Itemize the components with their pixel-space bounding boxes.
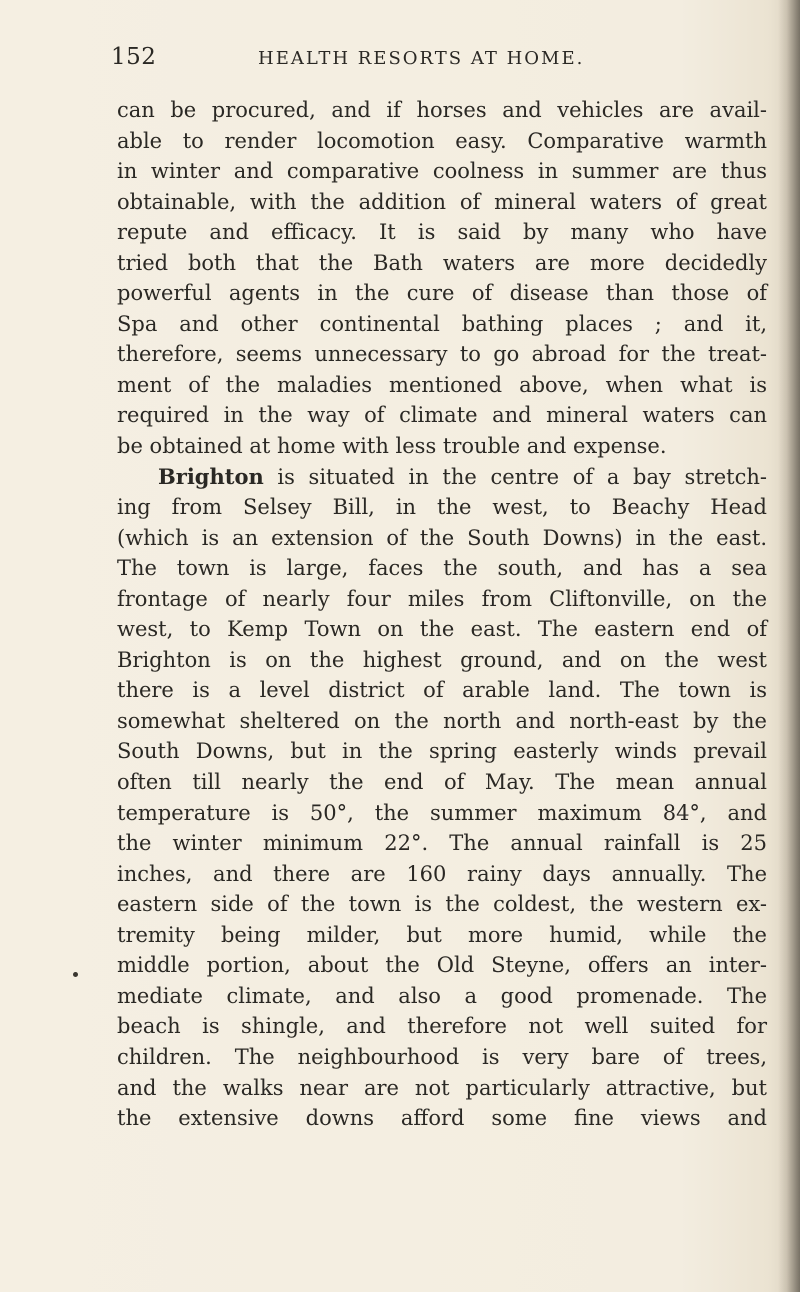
- text-line: be obtained at home with less trouble and expense.: [117, 434, 667, 459]
- page-edge-shadow: [778, 0, 800, 1292]
- text-line: able to render locomotion easy. Comparative warmth: [117, 128, 767, 153]
- text-line: in winter and comparative coolness in summer are thus: [117, 159, 767, 184]
- running-title: HEALTH RESORTS AT HOME.: [258, 48, 585, 69]
- body-text: [117, 95, 767, 1134]
- text-line: The town is large, faces the south, and has a sea: [117, 556, 767, 581]
- text-line: the winter minimum 22°. The annual rainfall is 25: [117, 831, 767, 856]
- text-line: powerful agents in the cure of disease than those of: [117, 281, 767, 306]
- text-line: beach is shingle, and therefore not well suited for: [117, 1014, 767, 1039]
- text-line: ing from Selsey Bill, in the west, to Beachy Head: [117, 495, 767, 520]
- text-line: Brighton is on the highest ground, and on the west: [117, 647, 767, 672]
- text-line: children. The neighbourhood is very bare of trees,: [117, 1044, 767, 1069]
- text-line: west, to Kemp Town on the east. The eastern end of: [117, 617, 767, 642]
- text-line: can be procured, and if horses and vehicles are avail-: [117, 98, 767, 122]
- text-line: eastern side of the town is the coldest, the western ex-: [117, 892, 767, 917]
- text-line: therefore, seems unnecessary to go abroad for the treat-: [117, 342, 767, 367]
- print-speck: [73, 972, 78, 977]
- text-line: tried both that the Bath waters are more decidedly: [117, 250, 767, 275]
- text-line: required in the way of climate and mineral waters can: [117, 403, 767, 428]
- page-number: 152: [111, 44, 157, 70]
- text-line: obtainable, with the addition of mineral waters of great: [117, 189, 767, 214]
- text-line: there is a level district of arable land. The town is: [117, 678, 767, 703]
- page-header: [103, 44, 763, 80]
- text-line: temperature is 50°, the summer maximum 84°, and: [117, 800, 767, 825]
- text-line: and the walks near are not particularly attractive, but: [117, 1075, 767, 1100]
- text-line: the extensive downs afford some fine views and: [117, 1106, 767, 1131]
- text-line: ment of the maladies mentioned above, when what is: [117, 372, 767, 397]
- text-line: somewhat sheltered on the north and north-east by the: [117, 708, 767, 733]
- text-line: South Downs, but in the spring easterly winds prevail: [117, 739, 767, 764]
- text-fragment: is situated in the centre of a bay stretch-: [263, 464, 767, 489]
- text-line: Spa and other continental bathing places ; and it,: [117, 311, 767, 336]
- text-line: inches, and there are 160 rainy days annually. The: [117, 861, 767, 886]
- text-line: tremity being milder, but more humid, while the: [117, 922, 767, 947]
- text-line: (which is an extension of the South Downs) in the east.: [117, 525, 767, 550]
- paragraph-opening-line: [117, 462, 767, 493]
- text-line: mediate climate, and also a good promenade. The: [117, 983, 767, 1008]
- text-line: middle portion, about the Old Steyne, offers an inter-: [117, 953, 767, 978]
- text-line: frontage of nearly four miles from Cliftonville, on the: [117, 586, 767, 611]
- text-line: often till nearly the end of May. The mean annual: [117, 770, 767, 795]
- place-name-heading: Brighton: [158, 463, 264, 489]
- text-line: repute and efficacy. It is said by many who have: [117, 220, 767, 245]
